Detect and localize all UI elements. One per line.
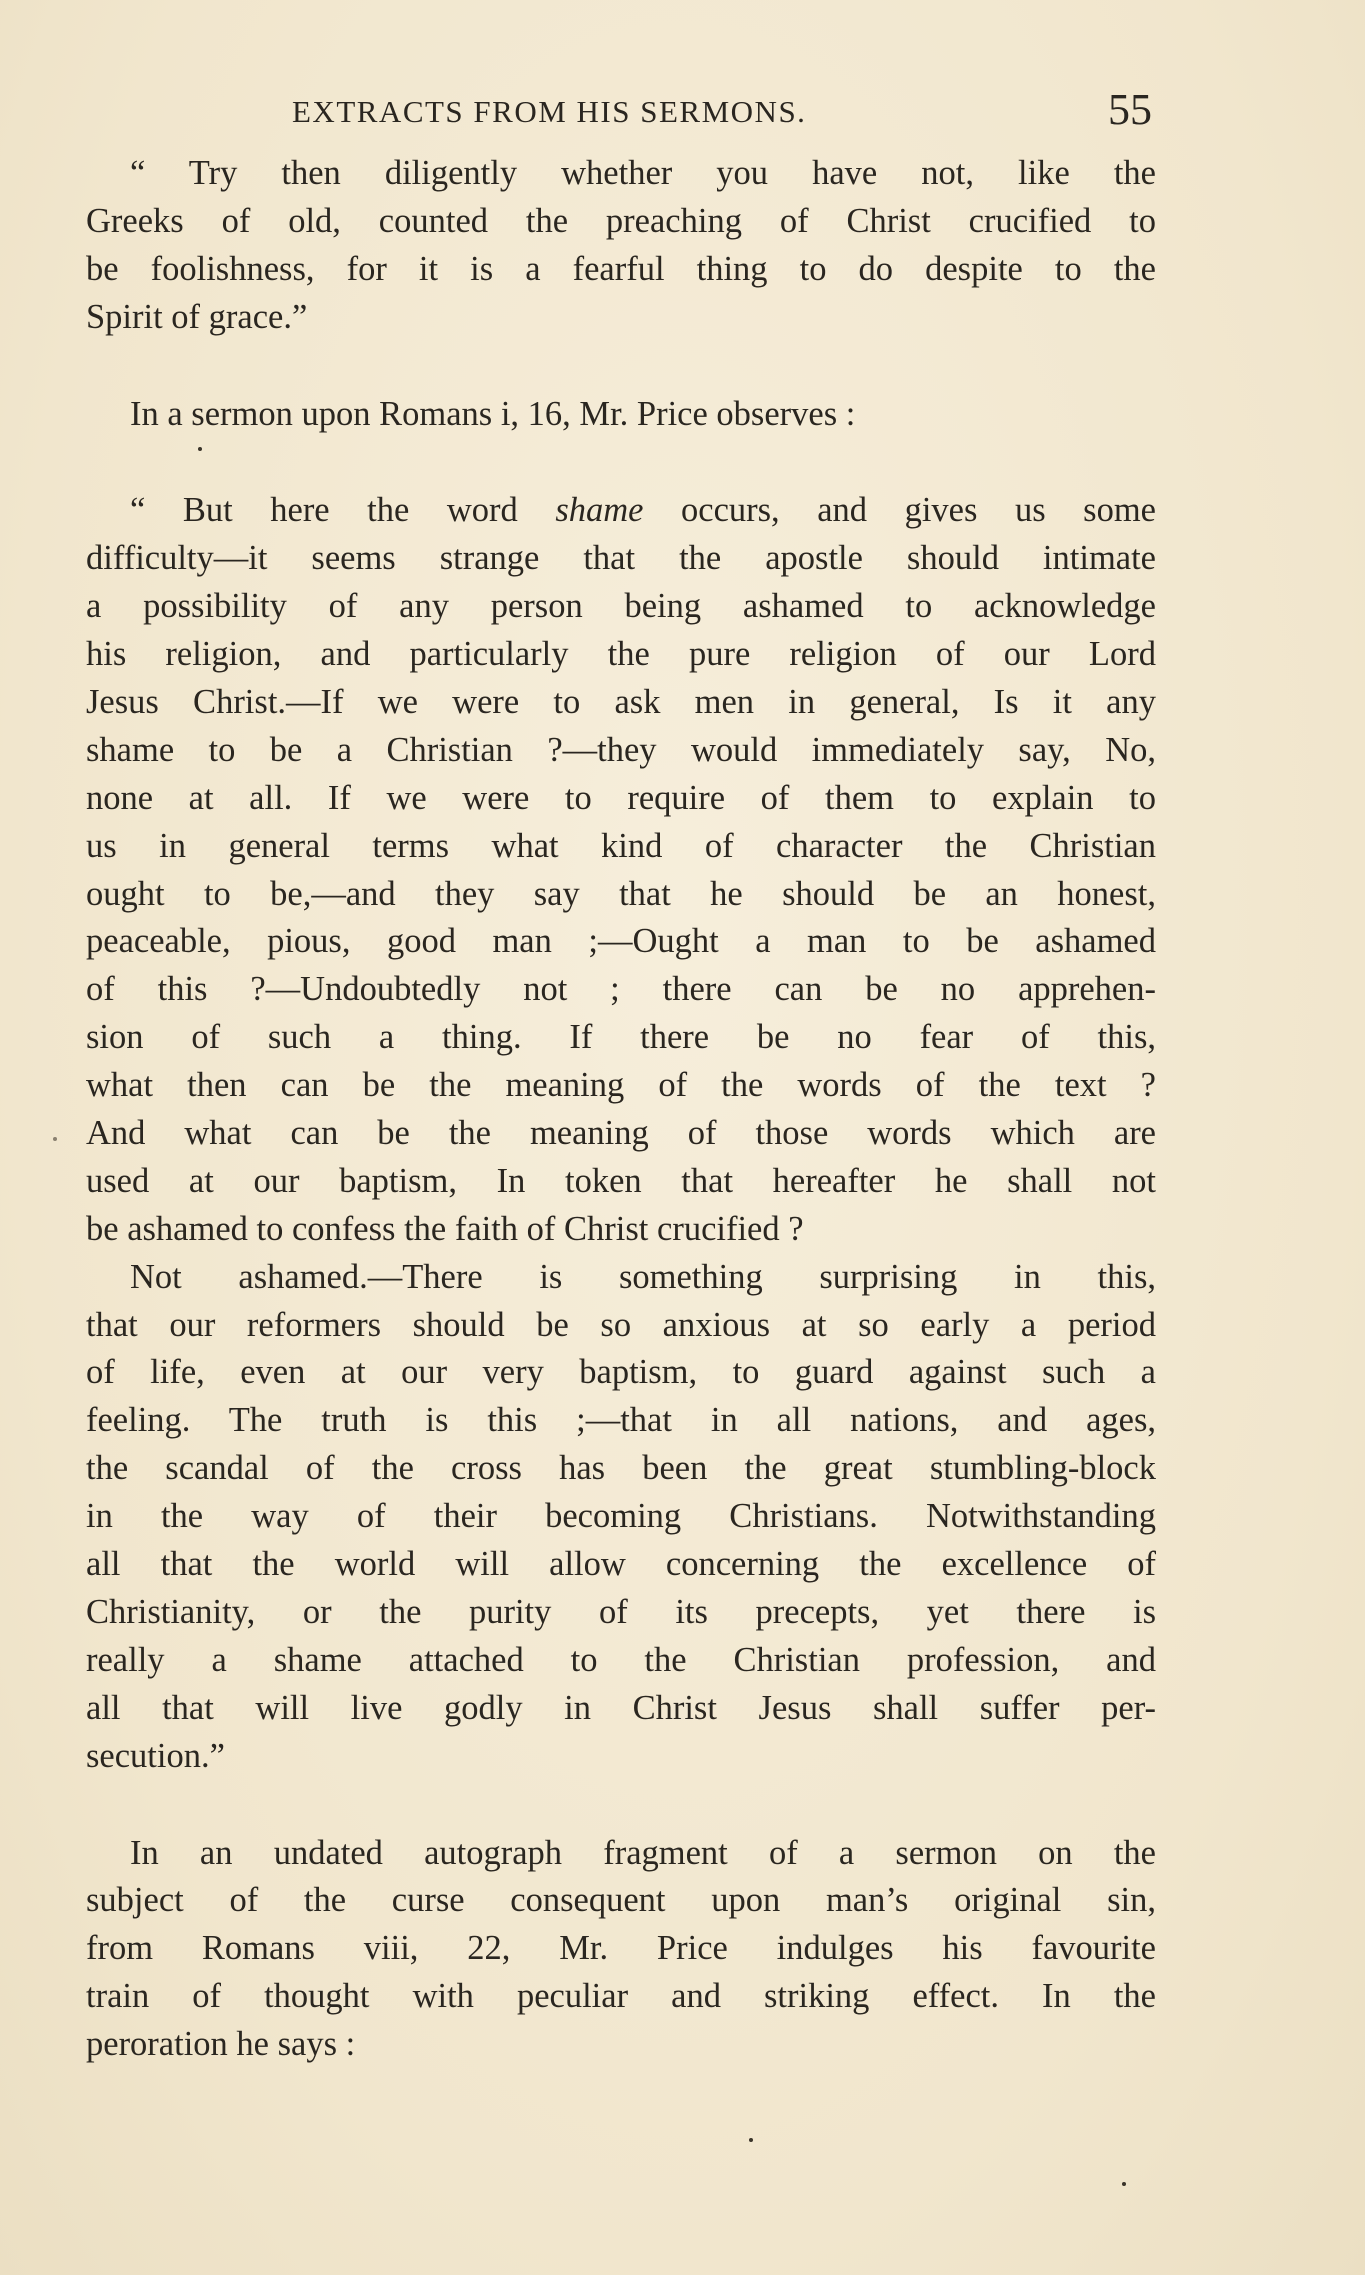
paragraph-gap — [86, 438, 1156, 487]
page-header — [292, 84, 1152, 144]
text-line: the scandal of the cross has been the great stumbling-block — [86, 1449, 1156, 1488]
paragraph-quote-1 — [86, 150, 1156, 342]
paragraph-gap — [86, 342, 1156, 391]
text-line: And what can be the meaning of those words which are — [86, 1114, 1156, 1153]
text-line: of this ?—Undoubtedly not ; there can be no apprehen- — [86, 970, 1156, 1009]
text-line: what then can be the meaning of the words of the text ? — [86, 1066, 1156, 1105]
text-run: “ But here the word — [130, 491, 556, 530]
text-line: used at our baptism, In token that hereafter he shall not — [86, 1161, 1156, 1200]
text-line: sion of such a thing. If there be no fear of this, — [86, 1018, 1156, 1057]
ink-speck — [1122, 2182, 1126, 2186]
paragraph-not-ashamed — [86, 1254, 1156, 1781]
text-line: difficulty—it seems strange that the apostle should intimate — [86, 539, 1156, 578]
text-line: a possibility of any person being ashamed to acknowledge — [86, 587, 1156, 626]
ink-speck — [749, 2138, 753, 2142]
text-line: really a shame attached to the Christian profession, and — [86, 1640, 1156, 1679]
text-line: of life, even at our very baptism, to guard against such a — [86, 1353, 1156, 1392]
text-line: Christianity, or the purity of its precepts, yet there is — [86, 1592, 1156, 1631]
running-head: EXTRACTS FROM HIS SERMONS. — [292, 94, 807, 129]
text-line: Greeks of old, counted the preaching of Christ crucified to — [86, 201, 1156, 240]
text-line: peroration he says : — [86, 2025, 356, 2064]
text-line — [86, 487, 1156, 535]
text-line: in the way of their becoming Christians. Notwithstanding — [86, 1497, 1156, 1536]
text-line: subject of the curse consequent upon man’s original sin, — [86, 1881, 1156, 1920]
text-line: ought to be,—and they say that he should be an honest, — [86, 874, 1156, 913]
italic-word: shame — [555, 491, 644, 530]
text-line: be ashamed to confess the faith of Christ crucified ? — [86, 1209, 804, 1248]
text-line: In an undated autograph fragment of a sermon on the — [130, 1833, 1156, 1872]
paragraph-undated-fragment — [86, 1830, 1156, 2069]
text-line: secution.” — [86, 1736, 225, 1775]
text-line: his religion, and particularly the pure religion of our Lord — [86, 635, 1156, 674]
text-line: peaceable, pious, good man ;—Ought a man to be ashamed — [86, 922, 1156, 961]
text-line: In a sermon upon Romans i, 16, Mr. Price observes : — [130, 394, 856, 433]
ink-speck — [53, 1137, 57, 1141]
text-line: Spirit of grace.” — [86, 297, 308, 336]
text-line: Jesus Christ.—If we were to ask men in general, Is it any — [86, 683, 1156, 722]
page-number: 55 — [1108, 85, 1152, 134]
text-run: occurs, and gives us some — [643, 491, 1156, 530]
paragraph-intro-romans-i — [86, 391, 1156, 439]
text-line: “ Try then diligently whether you have not, like the — [130, 154, 1156, 192]
text-line: from Romans viii, 22, Mr. Price indulges his favourite — [86, 1929, 1156, 1968]
paragraph-quote-shame — [86, 487, 1156, 1253]
text-line: us in general terms what kind of character the Christian — [86, 826, 1156, 865]
text-line: feeling. The truth is this ;—that in all nations, and ages, — [86, 1401, 1156, 1440]
text-line: be foolishness, for it is a fearful thing to do despite to the — [86, 249, 1156, 288]
text-line: none at all. If we were to require of them to explain to — [86, 778, 1156, 817]
page-body — [86, 150, 1156, 2069]
paragraph-gap — [86, 1781, 1156, 1830]
text-line: all that will live godly in Christ Jesus shall suffer per- — [86, 1688, 1156, 1727]
text-line: Not ashamed.—There is something surprising in this, — [130, 1257, 1156, 1296]
text-line: all that the world will allow concerning the excellence of — [86, 1545, 1156, 1584]
text-line: train of thought with peculiar and striking effect. In the — [86, 1977, 1156, 2016]
ink-speck — [198, 447, 202, 451]
text-line: shame to be a Christian ?—they would immediately say, No, — [86, 730, 1156, 769]
text-line: that our reformers should be so anxious at so early a period — [86, 1305, 1156, 1344]
